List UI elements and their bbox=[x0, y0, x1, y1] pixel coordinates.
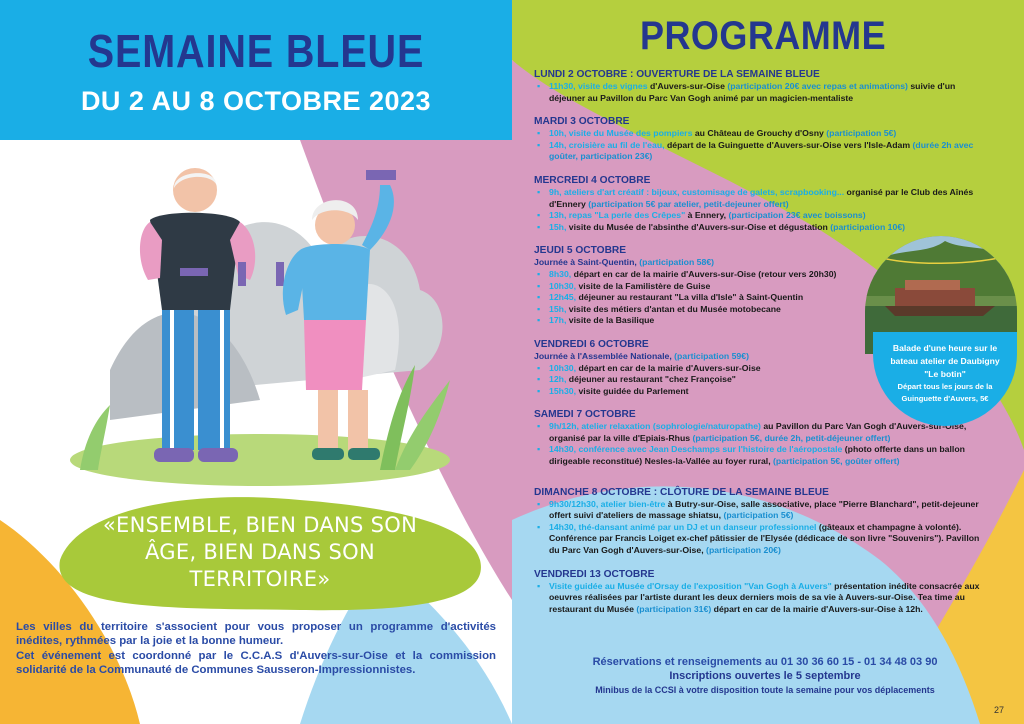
activity-item bbox=[534, 187, 992, 210]
program-day bbox=[534, 174, 992, 233]
activity-text-segment: au Pavillon du Parc Van Gogh d'Auvers-sur-Oise, organisé par la ville d'Epiais-Rhus bbox=[549, 421, 967, 443]
activity-text-segment: visite guidée du Parlement bbox=[576, 385, 689, 396]
activity-text-segment: 12h, bbox=[549, 374, 567, 385]
activity-item bbox=[534, 128, 992, 140]
day-intro-text: Journée à l'Assemblée Nationale, bbox=[534, 350, 672, 361]
boat-trip-callout bbox=[865, 236, 1017, 426]
day-title: DIMANCHE 8 OCTOBRE : CLÔTURE DE LA SEMAINE BLEUE bbox=[534, 486, 829, 498]
activity-item bbox=[534, 522, 992, 557]
boat-caption-box bbox=[873, 332, 1017, 426]
day-title: MARDI 3 OCTOBRE bbox=[534, 116, 630, 128]
activity-text-segment: (participation 20€ avec repas et animations) bbox=[727, 81, 908, 91]
activity-item bbox=[534, 81, 992, 104]
inscriptions-line: Inscriptions ouvertes le 5 septembre bbox=[669, 670, 861, 682]
activity-text-segment: 17h, bbox=[549, 315, 567, 326]
day-activities bbox=[534, 187, 992, 233]
activity-text-segment: suivie d'un déjeuner au Pavillon du Parc Van Gogh animé par un magicien-mentaliste bbox=[549, 81, 956, 103]
activity-text-segment: (photo offerte dans un ballon dirigeable reconstitué) Nesles-la-Vallée au foyer rural, bbox=[549, 444, 965, 467]
slogan: «ENSEMBLE, BIEN DANS SON ÂGE, BIEN DANS SON TERRITOIRE» bbox=[102, 513, 418, 591]
activity-text-segment: 15h, bbox=[549, 221, 567, 232]
activity-text-segment: (gâteaux et champagne à volonté). Conférence par Francis Loiget ex-chef pâtissier de l'Elysée (dédicace de son livre "Souvenirs"). Pavillon du Parc Van Gogh d'Auvers-sur-Oise, bbox=[549, 521, 980, 556]
activity-text-segment: Visite guidée au Musée d'Orsay de l'exposition "Van Gogh à Auvers" bbox=[549, 580, 835, 591]
day-activities bbox=[534, 421, 992, 467]
day-activities bbox=[534, 128, 992, 163]
footer bbox=[520, 655, 1010, 697]
activity-text-segment: (participation 5€ par atelier, petit-dejeuner offert) bbox=[588, 198, 789, 209]
minibus-line: Minibus de la CCSI à votre disposition toute la semaine pour vos déplacements bbox=[595, 685, 935, 695]
activity-text-segment: 9h/12h, bbox=[549, 421, 579, 432]
activity-text-segment: déjeuner au restaurant bbox=[576, 292, 675, 303]
activity-item bbox=[534, 581, 992, 616]
day-title: JEUDI 5 OCTOBRE bbox=[534, 245, 627, 257]
activity-text-segment: "chez Françoise" bbox=[664, 374, 736, 385]
activity-text-segment: visite des métiers d'antan et du Musée motobecane bbox=[566, 303, 781, 314]
day-activities bbox=[534, 81, 992, 104]
day-intro-price: (participation 58€) bbox=[636, 257, 715, 268]
activity-text-segment: 12h45, bbox=[549, 292, 577, 303]
page-number: 27 bbox=[994, 705, 1005, 715]
activity-text-segment: au Château de Grouchy d'Osny bbox=[694, 128, 827, 139]
day-title: MERCREDI 4 OCTOBRE bbox=[534, 174, 651, 186]
activity-text-segment: à Saint-Quentin bbox=[736, 292, 804, 303]
program-day bbox=[534, 568, 992, 616]
activity-text-segment: (participation 5€, durée 2h, petit-déjeuner offert) bbox=[692, 432, 891, 443]
reservations-line: Réservations et renseignements au 01 30 36 60 15 - 01 34 48 03 90 bbox=[592, 656, 938, 668]
activity-text-segment: (participation 5€) bbox=[826, 128, 897, 139]
activity-text-segment: 10h30, bbox=[549, 362, 577, 373]
event-dates: DU 2 AU 8 OCTOBRE 2023 bbox=[80, 86, 432, 116]
day-title: VENDREDI 6 OCTOBRE bbox=[534, 338, 649, 350]
program-day bbox=[534, 115, 992, 163]
program-day bbox=[534, 68, 992, 104]
day-intro-text: Journée à Saint-Quentin, bbox=[534, 257, 637, 268]
activity-text-segment: 9h30/12h30, bbox=[549, 498, 599, 509]
day-activities bbox=[534, 499, 992, 557]
activity-text-segment: (durée 2h avec goûter, participation 23€) bbox=[549, 139, 974, 162]
activity-text-segment: repas "La perle des Crêpes" bbox=[566, 210, 688, 221]
boat-departure-text: Départ tous les jours de la Guinguette d'Auvers, 5€ bbox=[897, 382, 993, 403]
day-intro-price: (participation 59€) bbox=[671, 350, 749, 361]
activity-text-segment: conférence avec Jean Deschamps sur l'histoire de l'aéropostale bbox=[576, 444, 845, 455]
activity-text-segment: déjeuner au restaurant bbox=[566, 374, 665, 385]
seniors-exercising-illustration bbox=[50, 150, 470, 490]
activity-text-segment: départ en car de la mairie d'Auvers-sur-Oise (retour vers 20h30) bbox=[571, 268, 837, 279]
activity-text-segment: visite de la Basilique bbox=[566, 315, 655, 326]
day-activities bbox=[534, 581, 992, 616]
day-title: SAMEDI 7 OCTOBRE bbox=[534, 409, 636, 421]
activity-text-segment: à Butry-sur-Oise, salle associative, place "Pierre Blanchard", petit-dejeuner offert suivi d'ateliers de massage shiatsu, bbox=[549, 498, 979, 521]
activity-text-segment: visite de la Familistère de Guise bbox=[576, 280, 711, 291]
activity-text-segment: 9h, bbox=[549, 186, 562, 197]
activity-text-segment: atelier relaxation (sophrologie/naturopathe) bbox=[578, 421, 764, 432]
activity-text-segment: 10h30, bbox=[549, 280, 577, 291]
activity-text-segment: organisé par le Club des Aînés d'Ennery bbox=[549, 186, 974, 209]
program-day bbox=[534, 486, 992, 557]
activity-text-segment: à Ennery, bbox=[687, 210, 729, 221]
activity-text-segment: ateliers d'art créatif : bijoux, customisage de galets, scrapbooking... bbox=[561, 186, 847, 197]
boat-caption-text: Balade d'une heure sur le bateau atelier de Daubigny "Le botin" bbox=[890, 343, 1000, 379]
activity-text-segment: (participation 5€, goûter offert) bbox=[773, 456, 900, 467]
activity-text-segment: présentation inédite consacrée aux oeuvres réalisées par l'artiste durant les deux derniers mois de sa vie à Auvers-sur-Oise. Tea time au restaurant du Musée bbox=[549, 580, 980, 614]
intro-text bbox=[16, 620, 496, 677]
activity-text-segment: (participation 5€) bbox=[723, 510, 794, 521]
activity-text-segment: (participation 31€) bbox=[636, 603, 712, 614]
title-banner bbox=[0, 0, 512, 140]
activity-text-segment: visite des vignes bbox=[575, 81, 650, 91]
activity-text-segment: visite du Musée de l'absinthe d'Auvers-sur-Oise et dégustation bbox=[566, 221, 831, 232]
activity-text-segment: départ de la Guinguette d'Auvers-sur-Oise vers l'Isle-Adam bbox=[666, 139, 913, 150]
event-title: SEMAINE BLEUE bbox=[87, 25, 425, 77]
activity-text-segment: thé-dansant animé par un DJ et un danseur professionnel bbox=[576, 521, 819, 532]
activity-text-segment: 8h30, bbox=[549, 268, 572, 279]
activity-text-segment: départ en car de la mairie d'Auvers-sur-Oise bbox=[576, 362, 761, 373]
activity-text-segment: 10h, bbox=[549, 128, 567, 139]
activity-text-segment: d'Auvers-sur-Oise bbox=[649, 81, 728, 91]
activity-text-segment: "La villa d'Isle" bbox=[674, 292, 737, 303]
activity-text-segment: 15h, bbox=[549, 303, 567, 314]
activity-text-segment: atelier bien-être bbox=[598, 498, 668, 509]
program-title: PROGRAMME bbox=[640, 14, 887, 58]
activity-text-segment: 11h30, bbox=[549, 81, 576, 91]
activity-text-segment: (participation 23€ avec boissons) bbox=[728, 210, 866, 221]
activity-text-segment: 15h30, bbox=[549, 385, 577, 396]
activity-item bbox=[534, 499, 992, 522]
activity-text-segment: 13h, bbox=[549, 210, 567, 221]
activity-item bbox=[534, 210, 992, 222]
intro-paragraph-2: Cet événement est coordonné par le C.C.A.S d'Auvers-sur-Oise et la commission solidarité de la Communauté de Communes Sausseron-Impressionnistes. bbox=[16, 649, 496, 676]
intro-paragraph-1: Les villes du territoire s'associent pour vous proposer un programme d'activités inédites, rythmées par la joie et la bonne humeur. bbox=[16, 621, 496, 648]
activity-item bbox=[534, 140, 992, 163]
activity-text-segment: 14h30, bbox=[549, 521, 577, 532]
activity-text-segment: départ en car de la mairie d'Auvers-sur-Oise à 12h. bbox=[711, 603, 923, 614]
activity-text-segment: (participation 10€) bbox=[830, 221, 906, 232]
day-title: VENDREDI 13 OCTOBRE bbox=[534, 568, 655, 580]
day-title: LUNDI 2 OCTOBRE : OUVERTURE DE LA SEMAINE BLEUE bbox=[534, 69, 820, 80]
activity-text-segment: 14h, bbox=[549, 139, 567, 150]
activity-text-segment: 14h30, bbox=[549, 444, 577, 455]
activity-text-segment: (participation 20€) bbox=[706, 545, 781, 556]
activity-text-segment: visite du Musée des pompiers bbox=[566, 128, 695, 139]
activity-item bbox=[534, 444, 992, 467]
activity-text-segment: croisière au fil de l'eau, bbox=[566, 139, 667, 150]
activity-item bbox=[534, 222, 992, 234]
